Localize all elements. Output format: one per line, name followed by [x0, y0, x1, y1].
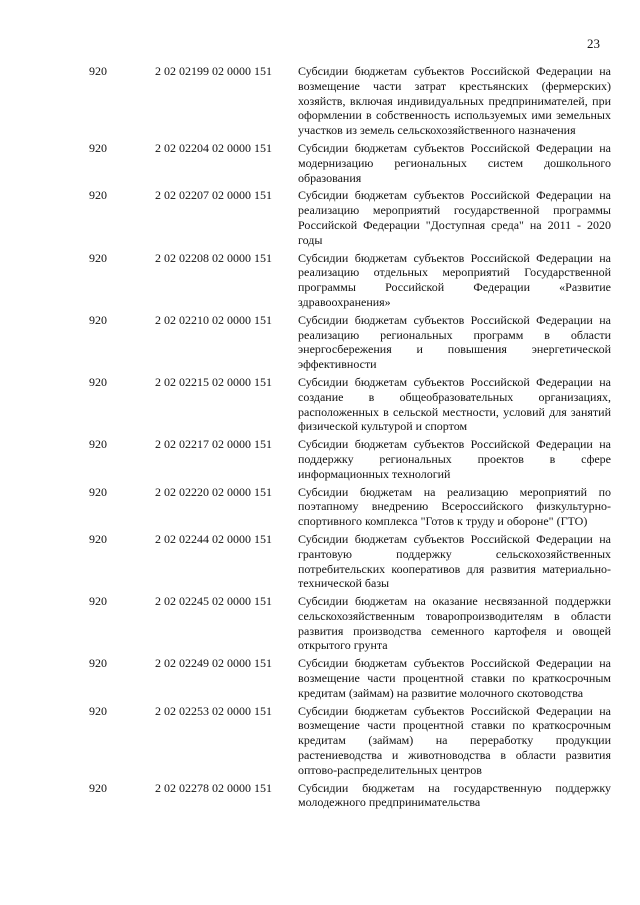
budget-classification-code: 2 02 02249 02 0000 151	[155, 656, 272, 671]
revenue-description: Субсидии бюджетам субъектов Российской Федерации на реализацию мероприятий государственной программы Российской Федерации "Доступная среда" на 2011 - 2020 годы	[298, 188, 611, 247]
budget-classification-code: 2 02 02217 02 0000 151	[155, 437, 272, 452]
budget-classification-code: 2 02 02278 02 0000 151	[155, 780, 272, 795]
revenue-description: Субсидии бюджетам субъектов Российской Федерации на модернизацию региональных систем дошкольного образования	[298, 140, 611, 185]
table-row	[0, 437, 640, 481]
budget-classification-code: 2 02 02215 02 0000 151	[155, 374, 272, 389]
revenue-description: Субсидии бюджетам на реализацию мероприятий по поэтапному внедрению Всероссийского физкультурно-спортивного комплекса "Готов к труду и обороне" (ГТО)	[298, 484, 611, 529]
revenue-description: Субсидии бюджетам субъектов Российской Федерации на создание в общеобразовательных организациях, расположенных в сельской местности, условий для занятий физической культурой и спортом	[298, 374, 611, 434]
revenue-description: Субсидии бюджетам на оказание несвязанной поддержки сельскохозяйственным товаропроизводителям в области развития производства семенного картофеля и овощей открытого грунта	[298, 594, 611, 653]
revenue-description: Субсидии бюджетам субъектов Российской Федерации на реализацию региональных программ в области энергосбережения и повышения энергетической эффективности	[298, 312, 611, 372]
administrator-code: 920	[89, 437, 107, 452]
table-row	[0, 656, 640, 700]
administrator-code: 920	[89, 594, 107, 609]
table-row	[0, 64, 640, 138]
table-row	[0, 375, 640, 434]
revenue-description: Субсидии бюджетам на государственную поддержку молодежного предпринимательства	[298, 780, 611, 810]
administrator-code: 920	[89, 64, 107, 78]
revenue-codes-table	[0, 64, 640, 813]
administrator-code: 920	[89, 703, 107, 718]
table-row	[0, 781, 640, 811]
budget-classification-code: 2 02 02220 02 0000 151	[155, 484, 272, 499]
revenue-description: Субсидии бюджетам субъектов Российской Федерации на возмещение части процентной ставки по краткосрочным кредитам (займам) на переработку продукции растениеводства и животноводства в области развития оптово-распределительных центров	[298, 703, 611, 777]
table-row	[0, 532, 640, 591]
table-row	[0, 704, 640, 778]
administrator-code: 920	[89, 484, 107, 499]
table-row	[0, 313, 640, 372]
page-number: 23	[587, 36, 600, 51]
administrator-code: 920	[89, 656, 107, 671]
administrator-code: 920	[89, 140, 107, 155]
budget-classification-code: 2 02 02199 02 0000 151	[155, 64, 272, 78]
budget-classification-code: 2 02 02207 02 0000 151	[155, 188, 272, 203]
budget-classification-code: 2 02 02245 02 0000 151	[155, 594, 272, 609]
budget-classification-code: 2 02 02204 02 0000 151	[155, 140, 272, 155]
table-row	[0, 485, 640, 529]
table-row	[0, 188, 640, 247]
table-row	[0, 594, 640, 653]
revenue-description: Субсидии бюджетам субъектов Российской Федерации на поддержку региональных проектов в сфере информационных технологий	[298, 437, 611, 481]
budget-classification-code: 2 02 02253 02 0000 151	[155, 703, 272, 718]
administrator-code: 920	[89, 531, 107, 546]
budget-classification-code: 2 02 02208 02 0000 151	[155, 250, 272, 265]
revenue-description: Субсидии бюджетам субъектов Российской Федерации на возмещение части процентной ставки по краткосрочным кредитам (займам) на развитие молочного скотоводства	[298, 656, 611, 700]
revenue-description: Субсидии бюджетам субъектов Российской Федерации на возмещение части затрат крестьянских (фермерских) хозяйств, включая индивидуальных предпринимателей, при оформлении в собственность используемых ими земельных участков из земель сельскохозяйственного назначения	[298, 64, 611, 138]
administrator-code: 920	[89, 374, 107, 389]
revenue-description: Субсидии бюджетам субъектов Российской Федерации на реализацию отдельных мероприятий Государственной программы Российской Федерации «Развитие здравоохранения»	[298, 250, 611, 309]
administrator-code: 920	[89, 250, 107, 265]
administrator-code: 920	[89, 780, 107, 795]
budget-classification-code: 2 02 02210 02 0000 151	[155, 312, 272, 327]
revenue-description: Субсидии бюджетам субъектов Российской Федерации на грантовую поддержку сельскохозяйственных потребительских кооперативов для развития материально-технической базы	[298, 531, 611, 591]
table-row	[0, 251, 640, 310]
budget-classification-code: 2 02 02244 02 0000 151	[155, 531, 272, 546]
table-row	[0, 141, 640, 185]
administrator-code: 920	[89, 312, 107, 327]
administrator-code: 920	[89, 188, 107, 203]
